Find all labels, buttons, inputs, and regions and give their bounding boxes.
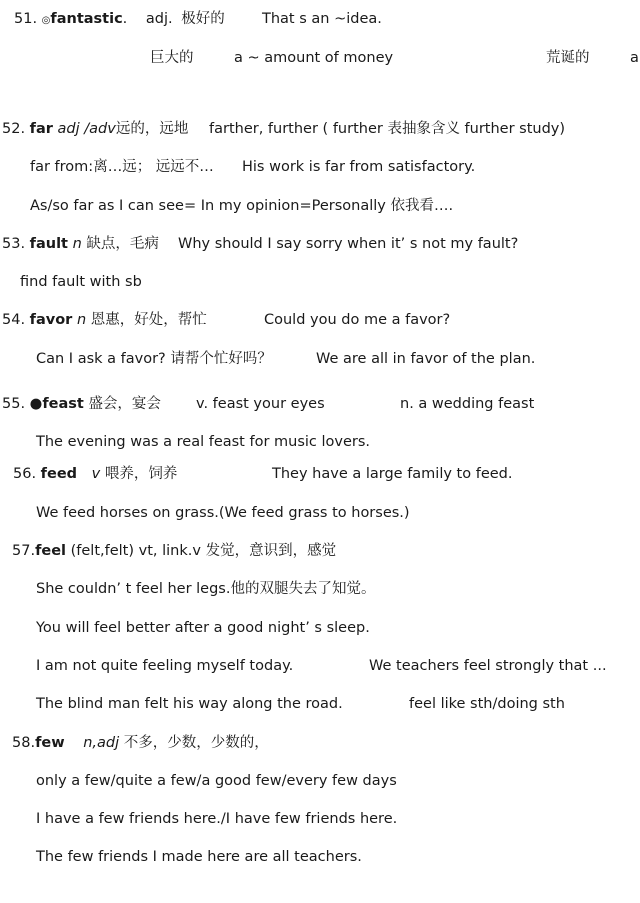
headword: ●feast <box>29 396 84 412</box>
entry-57-line-4 <box>36 656 607 676</box>
example: We are all in favor of the plan. <box>316 351 536 367</box>
part-of-speech: adj. <box>145 11 173 27</box>
example: I am not quite feeling myself today. <box>36 658 294 674</box>
entry-57-line-3 <box>36 618 370 638</box>
entry-56-line-1 <box>13 464 513 484</box>
entry-number: 54. <box>2 312 30 328</box>
entry-57-line-2 <box>36 579 375 599</box>
meaning: 荒诞的 <box>546 50 590 66</box>
example: We teachers feel strongly that ... <box>369 658 607 674</box>
meaning: 远的，远地 <box>115 121 189 137</box>
example-fragment: a <box>630 50 639 66</box>
phrase: Can I ask a favor? 请帮个忙好吗？ <box>36 351 272 367</box>
entry-number: 55. <box>2 396 30 412</box>
entry-58-line-4 <box>36 847 362 867</box>
entry-56-line-2 <box>36 503 410 523</box>
part-of-speech: v <box>91 466 101 482</box>
phrase: far from:离…远； 远远不… <box>30 159 214 175</box>
headword: feel <box>35 543 67 559</box>
entry-number: 57. <box>12 543 36 559</box>
headword: favor <box>29 312 73 328</box>
entry-number: 52. <box>2 121 30 137</box>
example: We feed horses on grass.(We feed grass to horses.) <box>36 505 410 521</box>
example: Why should I say sorry when it’ s not my fault? <box>178 236 519 252</box>
phrase: As/so far as I can see= In my opinion=Personally 依我看…. <box>30 198 454 214</box>
example: The blind man felt his way along the road. <box>36 696 343 712</box>
headword: feed <box>40 466 78 482</box>
meaning: 不多，少数，少数的， <box>123 735 269 751</box>
entry-57-line-5 <box>36 694 565 714</box>
entry-51-line-2 <box>150 48 639 68</box>
meaning: 喂养，饲养 <box>104 466 178 482</box>
meaning: 缺点，毛病 <box>86 236 159 252</box>
example: Could you do me a favor? <box>264 312 451 328</box>
example: The few friends I made here are all teachers. <box>36 849 362 865</box>
entry-58-line-1 <box>12 733 269 753</box>
entry-number: 58. <box>12 735 36 751</box>
example: That s an ~idea. <box>262 11 382 27</box>
entry-number: 53. <box>2 236 30 252</box>
meaning: 盛会，宴会 <box>88 396 161 412</box>
example: a ~ amount of money <box>234 50 394 66</box>
example: His work is far from satisfactory. <box>242 159 476 175</box>
entry-number: 51. <box>14 11 42 27</box>
entry-54-line-1 <box>2 310 451 330</box>
part-of-speech: n <box>72 236 82 252</box>
part-of-speech: adj /adv <box>57 121 116 137</box>
entry-57-line-1 <box>12 541 336 561</box>
entry-55-line-2 <box>36 432 370 452</box>
entry-54-line-2 <box>36 349 536 369</box>
phrase: only a few/quite a few/a good few/every few days <box>36 773 397 789</box>
entry-53-line-1 <box>2 234 519 254</box>
phrase: find fault with sb <box>20 274 142 290</box>
example: I have a few friends here./I have few friends here. <box>36 811 398 827</box>
headword: fantastic <box>50 11 123 27</box>
mark-symbol: ◎ <box>41 15 51 26</box>
entry-53-line-2 <box>20 272 142 292</box>
headword: few <box>35 735 65 751</box>
entry-51-line-1 <box>14 9 382 31</box>
entry-55-line-1 <box>2 394 535 414</box>
entry-58-line-3 <box>36 809 397 829</box>
example: n. a wedding feast <box>400 396 535 412</box>
headword: far <box>29 121 53 137</box>
meaning: 巨大的 <box>150 50 194 66</box>
meaning: 极好的 <box>181 11 225 27</box>
entry-52-line-2 <box>30 157 476 177</box>
meaning: 恩惠，好处，帮忙 <box>90 312 207 328</box>
entry-52-line-3 <box>30 196 453 216</box>
example: farther, further ( further 表抽象含义 further study) <box>209 121 566 137</box>
example: The evening was a real feast for music lovers. <box>36 434 371 450</box>
phrase: feel like sth/doing sth <box>409 696 565 712</box>
example: v. feast your eyes <box>196 396 325 412</box>
entry-number: 56. <box>13 466 41 482</box>
example: You will feel better after a good night’ s sleep. <box>36 620 370 636</box>
part-of-speech: n <box>76 312 87 328</box>
headword: fault <box>29 236 68 252</box>
entry-58-line-2 <box>36 771 397 791</box>
meaning: (felt,felt) vt, link.v 发觉，意识到，感觉 <box>66 543 337 559</box>
entry-52-line-1 <box>2 119 566 139</box>
example: She couldn’ t feel her legs.他的双腿失去了知觉。 <box>36 581 376 597</box>
part-of-speech: n,adj <box>83 735 120 751</box>
headword-dot: . <box>122 11 128 27</box>
example: They have a large family to feed. <box>272 466 513 482</box>
